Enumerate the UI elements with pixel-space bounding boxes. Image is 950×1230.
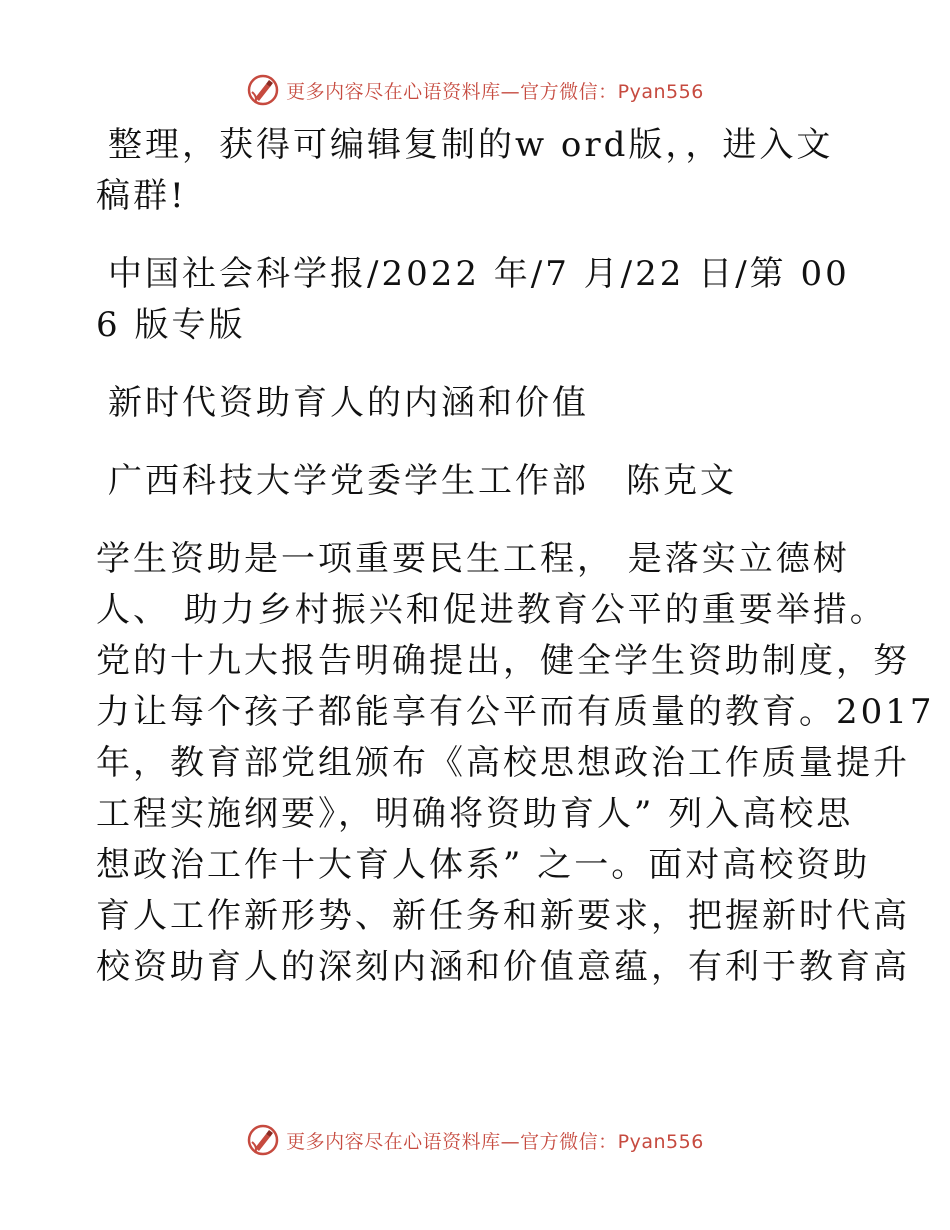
body-line: 力让每个孩子都能享有公平而有质量的教育。2017 xyxy=(96,692,935,732)
pen-logo-icon xyxy=(246,1123,280,1157)
body-line: 工程实施纲要》，明确将资助育人” 列入高校思 xyxy=(96,794,854,834)
article-title: 新时代资助育人的内涵和价值 xyxy=(108,383,589,423)
header-banner xyxy=(0,70,950,110)
banner-text xyxy=(286,77,704,104)
banner-wechat: 官方微信：Pyan556 xyxy=(520,80,704,103)
intro-paragraph: 整理，获得可编辑复制的w ord版，，进入文稿群! xyxy=(96,125,834,216)
document-body xyxy=(96,120,935,993)
banner-dash: — xyxy=(500,80,521,103)
body-line: 学生资助是一项重要民生工程， 是落实立德树 xyxy=(96,539,850,579)
body-line: 党的十九大报告明确提出，健全学生资助制度，努 xyxy=(96,641,910,681)
body-line: 想政治工作十大育人体系” 之一。面对高校资助 xyxy=(96,845,871,885)
body-line: 校资助育人的深刻内涵和价值意蕴，有利于教育高 xyxy=(96,947,910,987)
banner-prefix: 更多内容尽在心语资料库 xyxy=(286,80,501,103)
article-body xyxy=(96,534,935,993)
footer-banner xyxy=(0,1120,950,1160)
banner-text xyxy=(286,1127,704,1154)
banner-dash: — xyxy=(500,1130,521,1153)
body-line: 年，教育部党组颁布《高校思想政治工作质量提升 xyxy=(96,743,910,783)
banner-wechat: 官方微信：Pyan556 xyxy=(520,1130,704,1153)
pen-logo-icon xyxy=(246,73,280,107)
body-line: 人、 助力乡村振兴和促进教育公平的重要举措。 xyxy=(96,590,887,630)
banner-prefix: 更多内容尽在心语资料库 xyxy=(286,1130,501,1153)
body-line: 育人工作新形势、新任务和新要求，把握新时代高 xyxy=(96,896,910,936)
author-line: 广西科技大学党委学生工作部 陈克文 xyxy=(108,461,737,501)
source-line: 中国社会科学报/2022 年/7 月/22 日/第 006 版专版 xyxy=(96,254,850,345)
